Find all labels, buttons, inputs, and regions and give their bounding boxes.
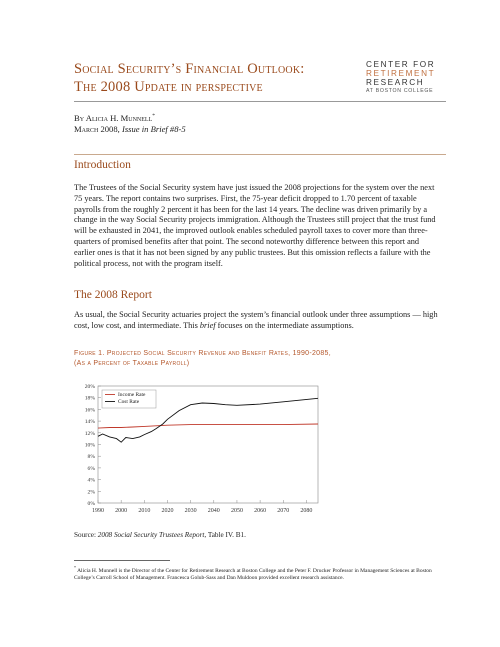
report-text-italic: brief <box>199 320 216 330</box>
figure-caption <box>74 349 434 368</box>
issue-number: Issue in Brief #8-5 <box>121 123 186 134</box>
title-line-1: Social Security’s Financial Outlook: <box>74 61 305 77</box>
crr-logo <box>366 60 446 96</box>
x-tick-label: 2020 <box>161 508 174 514</box>
y-tick-label: 4% <box>87 477 95 484</box>
x-tick-label: 2010 <box>138 508 151 514</box>
byline <box>74 111 374 135</box>
report-paragraph <box>74 310 440 332</box>
footnote-mark: * <box>74 565 76 570</box>
x-tick-label: 1990 <box>92 508 104 514</box>
legend-label: Cost Rate <box>118 399 140 405</box>
y-tick-label: 0% <box>87 501 95 507</box>
y-tick-label: 14% <box>84 419 95 426</box>
figure-chart <box>74 381 446 521</box>
figure-caption-line-2: (As a Percent of Taxable Payroll) <box>74 359 190 367</box>
section-divider <box>74 154 446 155</box>
footnote-divider <box>74 560 170 561</box>
report-text-1: As usual, the Social Security actuaries project the system’s financial outlook under three assumptions — high cost, low cost, and intermediate. This <box>74 310 438 330</box>
author: By Alicia H. Munnell <box>74 112 153 123</box>
x-tick-label: 2070 <box>277 508 290 514</box>
legend-label: Income Rate <box>118 392 146 398</box>
source-title: 2008 Social Security Trustees Report <box>97 531 205 539</box>
y-tick-label: 10% <box>84 442 95 449</box>
report-heading: The 2008 Report <box>74 289 152 301</box>
logo-line-1: CENTER FOR <box>366 60 436 69</box>
series-line-income-rate <box>98 424 318 428</box>
footnote-text: Alicia H. Munnell is the Director of the Center for Retirement Research at Boston College and the Peter F. Drucker Professor in Management Sciences at Boston College’s Carroll School of Management. Francesca Golub-Sass and Dan Muldoon provided excellent research assistance. <box>74 567 432 582</box>
x-tick-label: 2000 <box>115 508 128 514</box>
x-tick-label: 2050 <box>230 508 243 514</box>
page-title <box>74 60 359 96</box>
line-chart <box>74 381 446 521</box>
report-text-2: focuses on the intermediate assumptions. <box>215 320 354 330</box>
author-line <box>74 111 374 124</box>
introduction-paragraph: The Trustees of the Social Security system have just issued the 2008 projections for the system over the next 75 years. The report contains two surprises. First, the 75-year deficit dropped to 1.70 percent of taxable payrolls from the roughly 2 percent it has been for the last 14 years. The decline was driven primarily by a change in the way Social Security projects immigration. Although the Trustees still project that the trust fund will be exhausted in 2041, the improved outlook enables scheduled payroll taxes to cover more than three-quarters of promised benefits after that point. The second noteworthy difference between this report and earlier ones is that it has not been signed by any public trustees. But this omission reflects a failure with the political process, not with the program itself. <box>74 183 436 268</box>
x-tick-label: 2060 <box>254 508 267 514</box>
figure-source <box>74 531 440 539</box>
logo-line-4: AT BOSTON COLLEGE <box>366 88 434 94</box>
author-footnote-mark: * <box>152 113 155 119</box>
source-label: Source: <box>74 531 98 539</box>
x-tick-label: 2040 <box>207 508 220 514</box>
x-tick-label: 2080 <box>300 508 313 514</box>
source-detail: , Table IV. B1. <box>204 531 246 539</box>
logo-line-2: RETIREMENT <box>366 69 436 78</box>
footnote <box>74 564 446 583</box>
y-tick-label: 12% <box>84 430 95 437</box>
date-line <box>74 124 374 135</box>
y-tick-label: 8% <box>87 454 95 461</box>
y-tick-label: 18% <box>84 395 95 402</box>
header-divider <box>74 101 446 102</box>
y-tick-label: 20% <box>84 384 95 390</box>
y-tick-label: 6% <box>87 465 95 472</box>
logo-line-3: RESEARCH <box>366 78 425 87</box>
introduction-heading: Introduction <box>74 159 131 171</box>
issue-date: March 2008, <box>74 123 120 134</box>
y-tick-label: 16% <box>84 407 95 414</box>
y-tick-label: 2% <box>87 489 95 496</box>
x-tick-label: 2030 <box>184 508 197 514</box>
title-line-2: The 2008 Update in perspective <box>74 79 263 95</box>
figure-caption-line-1: Figure 1. Projected Social Security Revenue and Benefit Rates, 1990-2085, <box>74 350 331 357</box>
